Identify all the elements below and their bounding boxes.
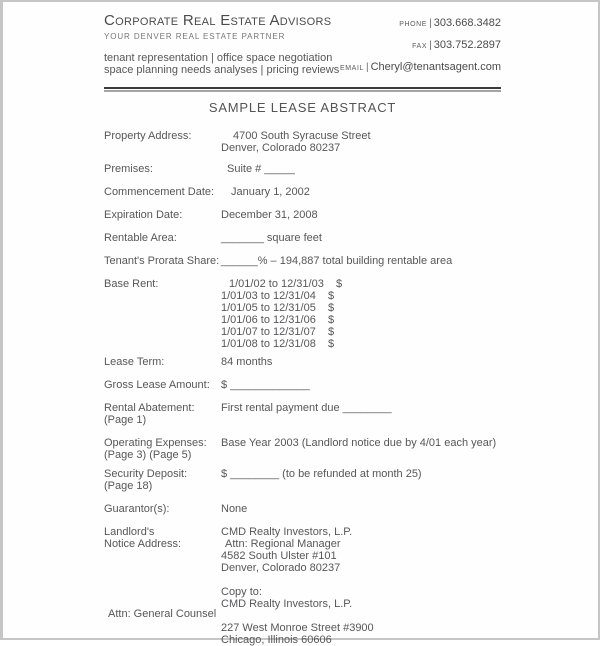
letterhead: [104, 14, 501, 84]
field-value: [221, 209, 501, 221]
field-row-premises: [104, 163, 501, 175]
address-line: Denver, Colorado 80237: [221, 562, 341, 574]
base-rent-line: 1/01/05 to 12/31/05 $: [221, 302, 335, 314]
value-line: Denver, Colorado 80237: [221, 142, 341, 154]
field-row-lease-term: [104, 356, 501, 368]
field-label: Premises:: [104, 163, 153, 175]
field-value: [221, 356, 501, 368]
field-label-text: Security Deposit:: [104, 468, 188, 480]
attn-general-counsel: Attn: General Counsel: [108, 608, 217, 620]
contact-block: [340, 14, 501, 84]
field-row-property-address: [104, 130, 501, 154]
field-value: [221, 130, 501, 154]
email-row: [340, 62, 501, 74]
field-label: Expiration Date:: [104, 209, 183, 221]
field-label: Commencement Date:: [104, 186, 215, 198]
letterhead-left: [104, 14, 339, 84]
field-label: [104, 526, 221, 646]
fax-row: [340, 40, 501, 52]
base-rent-line: 1/01/02 to 12/31/03 $: [229, 278, 343, 290]
field-row-prorata-share: [104, 255, 501, 267]
fax-label: FAX: [412, 43, 428, 50]
header-divider: [104, 87, 501, 92]
phone-value: 303.668.3482: [433, 17, 501, 29]
field-value: [221, 402, 501, 426]
page-reference: (Page 18): [104, 480, 153, 492]
field-value: [221, 232, 501, 244]
contact-separator: |: [429, 18, 432, 29]
value-line: 4700 South Syracuse Street: [233, 130, 371, 142]
address-line: 4582 South Ulster #101: [221, 550, 337, 562]
field-label: Property Address:: [104, 130, 192, 142]
page-reference: (Page 3) (Page 5): [104, 449, 192, 461]
field-label: [104, 437, 221, 461]
field-label: [104, 402, 221, 426]
field-label: [104, 468, 221, 492]
company-name: Corporate Real Estate Advisors: [104, 12, 332, 29]
blank-line: [221, 610, 501, 622]
field-value: [221, 186, 501, 198]
field-label-text: Operating Expenses:: [104, 437, 207, 449]
field-label: Tenant's Prorata Share:: [104, 255, 220, 267]
address-line: CMD Realty Investors, L.P.: [221, 598, 353, 610]
services-list: [104, 52, 339, 76]
address-line: CMD Realty Investors, L.P.: [221, 526, 353, 538]
field-label-text: Rental Abatement:: [104, 402, 195, 414]
email-value: Cheryl@tenantsagent.com: [370, 61, 501, 73]
document-content: [3, 2, 598, 646]
value-line: None: [221, 503, 248, 515]
field-row-guarantors: [104, 503, 501, 515]
page-reference: (Page 1): [104, 414, 147, 426]
address-line: Copy to:: [221, 586, 262, 598]
field-label: Lease Term:: [104, 356, 165, 368]
phone-label: PHONE: [399, 21, 428, 28]
field-row-rentable-area: [104, 232, 501, 244]
field-label: Gross Lease Amount:: [104, 379, 210, 391]
field-row-rental-abatement: [104, 402, 501, 426]
value-line: January 1, 2002: [231, 186, 310, 198]
field-row-landlord-notice-address: [104, 526, 501, 646]
abstract-fields: [104, 130, 501, 646]
phone-row: [340, 18, 501, 30]
address-line: Attn: Regional Manager: [225, 538, 341, 550]
field-row-operating-expenses: [104, 437, 501, 461]
field-row-expiration-date: [104, 209, 501, 221]
value-line: Suite # _____: [227, 163, 295, 175]
contact-separator: |: [365, 62, 369, 73]
blank-line: [221, 574, 501, 586]
field-label-text: Notice Address:: [104, 538, 182, 550]
value-line: _______ square feet: [221, 232, 322, 244]
divider-dark-line: [104, 87, 501, 89]
field-row-base-rent: [104, 278, 501, 350]
field-label: Rentable Area:: [104, 232, 177, 244]
field-label-text: Landlord's: [104, 526, 155, 538]
base-rent-line: 1/01/07 to 12/31/07 $: [221, 326, 335, 338]
email-label: EMAIL: [339, 65, 364, 72]
field-value: [221, 379, 501, 391]
field-value: [221, 503, 501, 515]
field-row-commencement-date: [104, 186, 501, 198]
divider-light-line: [104, 90, 501, 92]
field-value: [221, 468, 501, 492]
base-rent-line: 1/01/03 to 12/31/04 $: [221, 290, 335, 302]
field-value: [221, 163, 501, 175]
value-line: Base Year 2003 (Landlord notice due by 4/01 each year): [221, 437, 497, 449]
value-line: First rental payment due ________: [221, 402, 392, 414]
value-line: $ ________ (to be refunded at month 25): [221, 468, 422, 480]
field-row-security-deposit: [104, 468, 501, 492]
value-line: December 31, 2008: [221, 209, 318, 221]
field-value: [221, 255, 501, 267]
contact-separator: |: [429, 40, 432, 51]
field-value: [221, 278, 501, 350]
base-rent-line: 1/01/06 to 12/31/06 $: [221, 314, 335, 326]
document-title: SAMPLE LEASE ABSTRACT: [208, 100, 397, 115]
value-line: ______% – 194,887 total building rentable area: [221, 255, 453, 267]
address-line: Chicago, Illinois 60606: [221, 634, 332, 646]
field-value: [221, 437, 501, 461]
value-line: 84 months: [221, 356, 273, 368]
value-line: $ _____________: [221, 379, 310, 391]
fax-value: 303.752.2897: [433, 39, 501, 51]
field-value: [221, 526, 501, 646]
base-rent-line: 1/01/08 to 12/31/08 $: [221, 338, 335, 350]
services-line: tenant representation | office space negotiation: [104, 52, 333, 64]
field-label: Base Rent:: [104, 278, 159, 290]
address-line: 227 West Monroe Street #3900: [221, 622, 374, 634]
label-spacer: [104, 550, 221, 608]
field-row-gross-lease-amount: [104, 379, 501, 391]
company-tagline: YOUR DENVER REAL ESTATE PARTNER: [104, 32, 286, 41]
services-line: space planning needs analyses | pricing reviews: [104, 64, 340, 76]
field-label: Guarantor(s):: [104, 503, 170, 515]
